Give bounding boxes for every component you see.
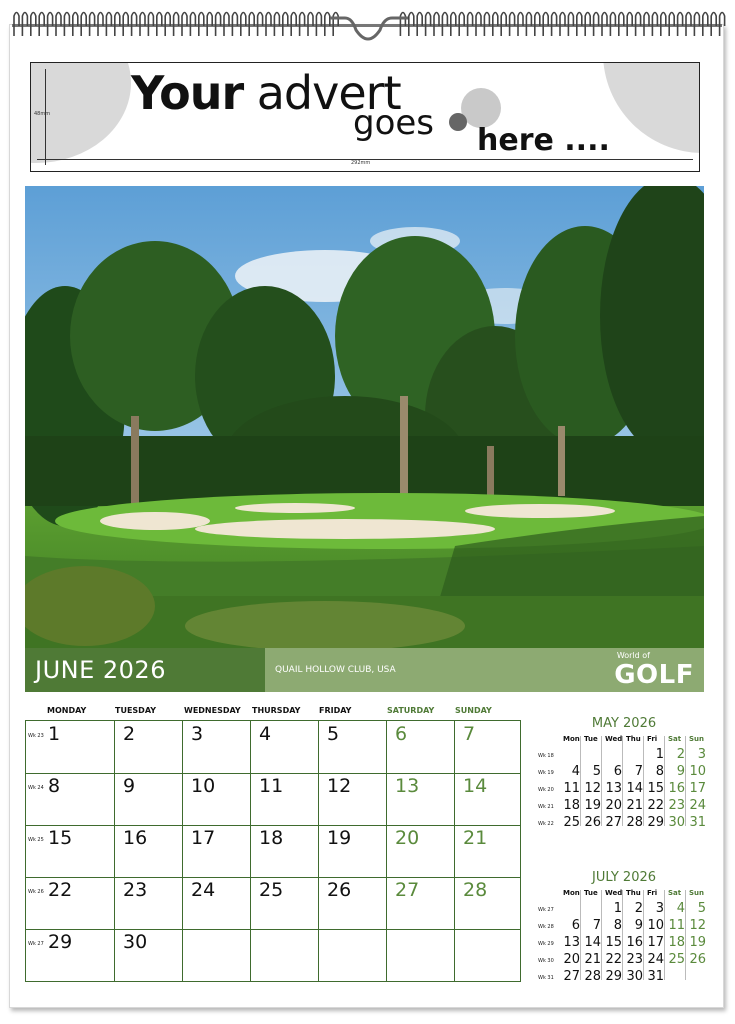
mini-day-number: 15: [605, 935, 622, 950]
day-number: 8: [48, 775, 61, 797]
day-number: 27: [395, 879, 420, 901]
mini-week-number: Wk 31: [538, 975, 554, 981]
day-number: 11: [259, 775, 284, 797]
mini-day-number: 13: [605, 781, 622, 796]
day-cell: [26, 721, 114, 773]
day-number: 6: [395, 723, 408, 745]
day-cell: [26, 929, 114, 981]
weekday-header-thursday: THURSDAY: [252, 706, 301, 715]
weekday-header-tuesday: TUESDAY: [115, 706, 157, 715]
mini-weekday-header: Fri: [647, 889, 658, 897]
mini-week-number: Wk 22: [538, 821, 554, 827]
week-number: Wk 27: [28, 941, 44, 947]
mini-day-number: 15: [647, 781, 664, 796]
day-number: 18: [259, 827, 284, 849]
mini-day-number: 19: [584, 798, 601, 813]
day-number: 30: [123, 931, 148, 953]
logo-small-text: World of: [616, 651, 650, 660]
day-number: 3: [191, 723, 204, 745]
day-cell: [454, 877, 520, 929]
mini-day-number: 28: [584, 969, 601, 984]
day-number: 25: [259, 879, 284, 901]
mini-day-number: 20: [605, 798, 622, 813]
day-cell: [26, 773, 114, 825]
advert-line-3: here ....: [477, 123, 610, 158]
mini-weekday-header: Mon: [563, 735, 580, 743]
mini-day-number: 31: [689, 815, 706, 830]
mini-day-number: 24: [647, 952, 664, 967]
photo-location: QUAIL HOLLOW CLUB, USA: [265, 648, 704, 692]
mini-day-number: 23: [668, 798, 685, 813]
mini-day-number: 27: [605, 815, 622, 830]
day-cell: [26, 825, 114, 877]
day-number: 23: [123, 879, 148, 901]
day-cell: [386, 929, 454, 981]
day-number: 21: [463, 827, 488, 849]
week-number: Wk 24: [28, 785, 44, 791]
mini-day-number: 21: [584, 952, 601, 967]
day-cell: [26, 877, 114, 929]
day-cell: [454, 721, 520, 773]
mini-day-number: 25: [563, 815, 580, 830]
mini-day-number: 24: [689, 798, 706, 813]
mini-day-number: 4: [676, 901, 685, 916]
mini-day-number: 30: [626, 969, 643, 984]
day-cell: [454, 929, 520, 981]
mini-day-number: 10: [689, 764, 706, 779]
mini-day-number: 5: [592, 764, 601, 779]
mini-day-number: 14: [626, 781, 643, 796]
day-number: 15: [48, 827, 73, 849]
mini-day-number: 17: [647, 935, 664, 950]
mini-weekday-header: Thu: [626, 735, 641, 743]
mini-day-number: 27: [563, 969, 580, 984]
day-cell: [114, 825, 182, 877]
mini-day-number: 8: [655, 764, 664, 779]
day-cell: [182, 825, 250, 877]
width-dimension-label: 292mm: [351, 160, 371, 166]
mini-day-number: 12: [584, 781, 601, 796]
height-dimension-label: 48mm: [34, 111, 51, 117]
day-number: 19: [327, 827, 352, 849]
mini-weekday-header: Sat: [668, 735, 682, 743]
day-cell: [386, 877, 454, 929]
mini-day-number: 16: [626, 935, 643, 950]
mini-day-number: 1: [655, 747, 664, 762]
weekday-header-saturday: SATURDAY: [387, 706, 435, 715]
mini-day-number: 20: [563, 952, 580, 967]
mini-day-number: 1: [613, 901, 622, 916]
day-cell: [318, 877, 386, 929]
mini-day-number: 7: [634, 764, 643, 779]
mini-day-number: 22: [647, 798, 664, 813]
advert-decor-shape: [603, 62, 700, 153]
mini-day-number: 13: [563, 935, 580, 950]
day-cell: [318, 929, 386, 981]
day-cell: [250, 929, 318, 981]
mini-week-number: Wk 28: [538, 924, 554, 930]
day-number: 26: [327, 879, 352, 901]
day-number: 9: [123, 775, 136, 797]
weekday-header-row: [25, 706, 520, 720]
binding-loop: [720, 13, 725, 37]
mini-day-number: 29: [605, 969, 622, 984]
day-cell: [318, 825, 386, 877]
day-cell: [386, 825, 454, 877]
mini-weekday-header: Wed: [605, 735, 623, 743]
logo-big-text: GOLF: [614, 660, 694, 690]
mini-week-number: Wk 21: [538, 804, 554, 810]
day-number: 29: [48, 931, 73, 953]
week-number: Wk 26: [28, 889, 44, 895]
mini-week-number: Wk 18: [538, 753, 554, 759]
mini-day-number: 2: [634, 901, 643, 916]
week-number: Wk 25: [28, 837, 44, 843]
mini-day-number: 16: [668, 781, 685, 796]
day-number: 13: [395, 775, 420, 797]
mini-weekday-header: Sun: [689, 735, 705, 743]
mini-day-number: 11: [563, 781, 580, 796]
day-cell: [318, 721, 386, 773]
mini-day-number: 6: [571, 918, 580, 933]
mini-day-number: 18: [668, 935, 685, 950]
mini-day-number: 29: [647, 815, 664, 830]
mini-calendar-title: MAY 2026: [591, 716, 657, 731]
day-cell: [250, 773, 318, 825]
day-cell: [250, 825, 318, 877]
weekday-header-monday: MONDAY: [47, 706, 87, 715]
day-number: 22: [48, 879, 73, 901]
day-number: 14: [463, 775, 488, 797]
mini-weekday-header: Fri: [647, 735, 658, 743]
mini-calendar-may: [538, 716, 710, 830]
advert-decor-dot: [449, 113, 467, 131]
mini-day-number: 31: [647, 969, 664, 984]
mini-calendar-title: JULY 2026: [591, 870, 657, 885]
advert-placeholder: [30, 62, 700, 172]
day-number: 20: [395, 827, 420, 849]
day-cell: [114, 721, 182, 773]
day-cell: [386, 773, 454, 825]
spiral-binding: [0, 6, 735, 50]
mini-week-number: Wk 27: [538, 907, 554, 913]
day-cell: [114, 929, 182, 981]
day-cell: [250, 877, 318, 929]
day-cell: [182, 929, 250, 981]
mini-weekday-header: Tue: [584, 735, 598, 743]
mini-calendar-july: [538, 870, 710, 984]
day-number: 16: [123, 827, 148, 849]
month-grid: [25, 720, 521, 982]
mini-week-number: Wk 29: [538, 941, 554, 947]
mini-weekday-header: Wed: [605, 889, 623, 897]
advert-headline: Your advert: [131, 66, 401, 120]
mini-day-number: 26: [689, 952, 706, 967]
mini-day-number: 28: [626, 815, 643, 830]
mini-day-number: 11: [668, 918, 685, 933]
day-cell: [182, 773, 250, 825]
mini-weekday-header: Sat: [668, 889, 682, 897]
month-title: JUNE 2026: [25, 648, 265, 692]
mini-day-number: 7: [592, 918, 601, 933]
mini-weekday-header: Sun: [689, 889, 705, 897]
day-cell: [114, 877, 182, 929]
day-number: 1: [48, 723, 61, 745]
weekday-header-sunday: SUNDAY: [455, 706, 492, 715]
day-number: 17: [191, 827, 216, 849]
month-banner: [25, 648, 704, 692]
mini-day-number: 17: [689, 781, 706, 796]
mini-week-number: Wk 19: [538, 770, 554, 776]
mini-day-number: 21: [626, 798, 643, 813]
mini-week-number: Wk 30: [538, 958, 554, 964]
day-number: 2: [123, 723, 136, 745]
advert-line-2: goes: [353, 103, 435, 143]
mini-day-number: 5: [697, 901, 706, 916]
mini-day-number: 25: [668, 952, 685, 967]
hanger-hook: [330, 18, 408, 39]
mini-day-number: 4: [571, 764, 580, 779]
day-cell: [318, 773, 386, 825]
day-number: 5: [327, 723, 340, 745]
day-number: 7: [463, 723, 476, 745]
day-cell: [182, 721, 250, 773]
mini-day-number: 19: [689, 935, 706, 950]
mini-weekday-header: Thu: [626, 889, 641, 897]
mini-day-number: 9: [676, 764, 685, 779]
day-cell: [250, 721, 318, 773]
mini-day-number: 12: [689, 918, 706, 933]
mini-day-number: 22: [605, 952, 622, 967]
mini-day-number: 23: [626, 952, 643, 967]
mini-day-number: 2: [676, 747, 685, 762]
mini-day-number: 3: [697, 747, 706, 762]
mini-day-number: 3: [655, 901, 664, 916]
height-dimension-line: [45, 69, 46, 165]
weekday-header-friday: FRIDAY: [319, 706, 352, 715]
mini-day-number: 30: [668, 815, 685, 830]
day-number: 24: [191, 879, 216, 901]
day-number: 4: [259, 723, 272, 745]
world-of-golf-logo: [604, 650, 694, 690]
mini-week-number: Wk 20: [538, 787, 554, 793]
mini-day-number: 18: [563, 798, 580, 813]
day-cell: [386, 721, 454, 773]
mini-day-number: 14: [584, 935, 601, 950]
golf-course-photo: [25, 186, 704, 648]
mini-weekday-header: Tue: [584, 889, 598, 897]
mini-day-number: 9: [634, 918, 643, 933]
mini-day-number: 6: [613, 764, 622, 779]
day-number: 28: [463, 879, 488, 901]
day-number: 10: [191, 775, 216, 797]
day-cell: [114, 773, 182, 825]
day-cell: [454, 825, 520, 877]
week-number: Wk 23: [28, 733, 44, 739]
day-cell: [182, 877, 250, 929]
weekday-header-wednesday: WEDNESDAY: [184, 706, 241, 715]
mini-day-number: 10: [647, 918, 664, 933]
mini-weekday-header: Mon: [563, 889, 580, 897]
mini-day-number: 26: [584, 815, 601, 830]
day-number: 12: [327, 775, 352, 797]
day-cell: [454, 773, 520, 825]
mini-day-number: 8: [613, 918, 622, 933]
